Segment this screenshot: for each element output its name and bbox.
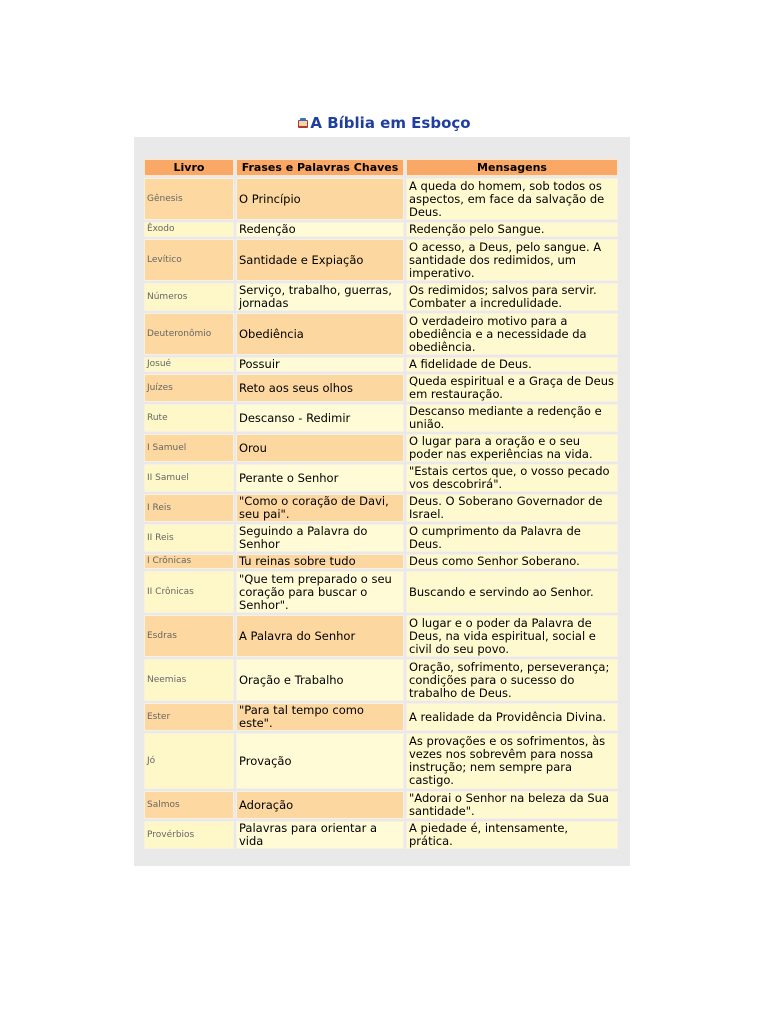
message-cell: "Adorai o Senhor na beleza da Sua santidade". bbox=[406, 791, 618, 819]
key-phrase-cell: Adoração bbox=[236, 791, 404, 819]
book-cell: Provérbios bbox=[144, 821, 234, 849]
message-cell: Deus. O Soberano Governador de Israel. bbox=[406, 494, 618, 522]
table-row bbox=[144, 313, 618, 355]
book-cell: Salmos bbox=[144, 791, 234, 819]
table-panel bbox=[134, 137, 630, 866]
table-row bbox=[144, 524, 618, 552]
bible-outline-table bbox=[142, 157, 620, 851]
message-cell: A queda do homem, sob todos os aspectos, em face da salvação de Deus. bbox=[406, 178, 618, 220]
message-cell: As provações e os sofrimentos, às vezes nos sobrevêm para nossa instrução; nem sempre para castigo. bbox=[406, 733, 618, 789]
book-cell: Jó bbox=[144, 733, 234, 789]
book-cell: Gênesis bbox=[144, 178, 234, 220]
table-row bbox=[144, 464, 618, 492]
table-row bbox=[144, 615, 618, 657]
key-phrase-cell: Provação bbox=[236, 733, 404, 789]
message-cell: O acesso, a Deus, pelo sangue. A santidade dos redimidos, um imperativo. bbox=[406, 239, 618, 281]
key-phrase-cell: Orou bbox=[236, 434, 404, 462]
table-row bbox=[144, 571, 618, 613]
key-phrase-cell: Tu reinas sobre tudo bbox=[236, 554, 404, 569]
key-phrase-cell: Reto aos seus olhos bbox=[236, 374, 404, 402]
message-cell: Os redimidos; salvos para servir. Combater a incredulidade. bbox=[406, 283, 618, 311]
message-cell: Redenção pelo Sangue. bbox=[406, 222, 618, 237]
table-row bbox=[144, 222, 618, 237]
key-phrase-cell: Perante o Senhor bbox=[236, 464, 404, 492]
message-cell: Queda espiritual e a Graça de Deus em restauração. bbox=[406, 374, 618, 402]
table-row bbox=[144, 434, 618, 462]
book-cell: Levítico bbox=[144, 239, 234, 281]
column-header-book: Livro bbox=[144, 159, 234, 176]
table-row bbox=[144, 404, 618, 432]
book-cell: Esdras bbox=[144, 615, 234, 657]
book-cell: I Reis bbox=[144, 494, 234, 522]
key-phrase-cell: Redenção bbox=[236, 222, 404, 237]
table-row bbox=[144, 357, 618, 372]
table-row bbox=[144, 703, 618, 731]
book-cell: Juízes bbox=[144, 374, 234, 402]
message-cell: A realidade da Providência Divina. bbox=[406, 703, 618, 731]
table-row bbox=[144, 659, 618, 701]
key-phrase-cell: Possuir bbox=[236, 357, 404, 372]
key-phrase-cell: "Como o coração de Davi, seu pai". bbox=[236, 494, 404, 522]
book-cell: Êxodo bbox=[144, 222, 234, 237]
column-header-key-phrases: Frases e Palavras Chaves bbox=[236, 159, 404, 176]
message-cell: Descanso mediante a redenção e união. bbox=[406, 404, 618, 432]
message-cell: Buscando e servindo ao Senhor. bbox=[406, 571, 618, 613]
table-row bbox=[144, 821, 618, 849]
book-cell: Rute bbox=[144, 404, 234, 432]
key-phrase-cell: Seguindo a Palavra do Senhor bbox=[236, 524, 404, 552]
table-header-row bbox=[144, 159, 618, 176]
table-row bbox=[144, 791, 618, 819]
key-phrase-cell: Obediência bbox=[236, 313, 404, 355]
book-cell: I Crônicas bbox=[144, 554, 234, 569]
book-cell: Números bbox=[144, 283, 234, 311]
key-phrase-cell: Santidade e Expiação bbox=[236, 239, 404, 281]
key-phrase-cell: O Princípio bbox=[236, 178, 404, 220]
book-cell: Deuteronômio bbox=[144, 313, 234, 355]
message-cell: O verdadeiro motivo para a obediência e a necessidade da obediência. bbox=[406, 313, 618, 355]
book-cell: Neemias bbox=[144, 659, 234, 701]
column-header-messages: Mensagens bbox=[406, 159, 618, 176]
table-row bbox=[144, 554, 618, 569]
key-phrase-cell: Oração e Trabalho bbox=[236, 659, 404, 701]
key-phrase-cell: Serviço, trabalho, guerras, jornadas bbox=[236, 283, 404, 311]
table-row bbox=[144, 178, 618, 220]
table-row bbox=[144, 733, 618, 789]
message-cell: "Estais certos que, o vosso pecado vos descobrirá". bbox=[406, 464, 618, 492]
key-phrase-cell: Palavras para orientar a vida bbox=[236, 821, 404, 849]
message-cell: A piedade é, intensamente, prática. bbox=[406, 821, 618, 849]
page-title bbox=[0, 114, 768, 132]
book-cell: II Reis bbox=[144, 524, 234, 552]
message-cell: Deus como Senhor Soberano. bbox=[406, 554, 618, 569]
key-phrase-cell: Descanso - Redimir bbox=[236, 404, 404, 432]
message-cell: O lugar e o poder da Palavra de Deus, na vida espiritual, social e civil do seu povo. bbox=[406, 615, 618, 657]
book-icon bbox=[297, 115, 309, 126]
book-cell: Josué bbox=[144, 357, 234, 372]
key-phrase-cell: "Para tal tempo como este". bbox=[236, 703, 404, 731]
message-cell: O lugar para a oração e o seu poder nas experiências na vida. bbox=[406, 434, 618, 462]
book-cell: II Samuel bbox=[144, 464, 234, 492]
table-row bbox=[144, 494, 618, 522]
key-phrase-cell: A Palavra do Senhor bbox=[236, 615, 404, 657]
message-cell: O cumprimento da Palavra de Deus. bbox=[406, 524, 618, 552]
table-row bbox=[144, 283, 618, 311]
book-cell: II Crônicas bbox=[144, 571, 234, 613]
table-row bbox=[144, 374, 618, 402]
table-row bbox=[144, 239, 618, 281]
book-cell: I Samuel bbox=[144, 434, 234, 462]
key-phrase-cell: "Que tem preparado o seu coração para buscar o Senhor". bbox=[236, 571, 404, 613]
title-text: A Bíblia em Esboço bbox=[310, 114, 471, 132]
book-cell: Ester bbox=[144, 703, 234, 731]
message-cell: Oração, sofrimento, perseverança; condições para o sucesso do trabalho de Deus. bbox=[406, 659, 618, 701]
message-cell: A fidelidade de Deus. bbox=[406, 357, 618, 372]
